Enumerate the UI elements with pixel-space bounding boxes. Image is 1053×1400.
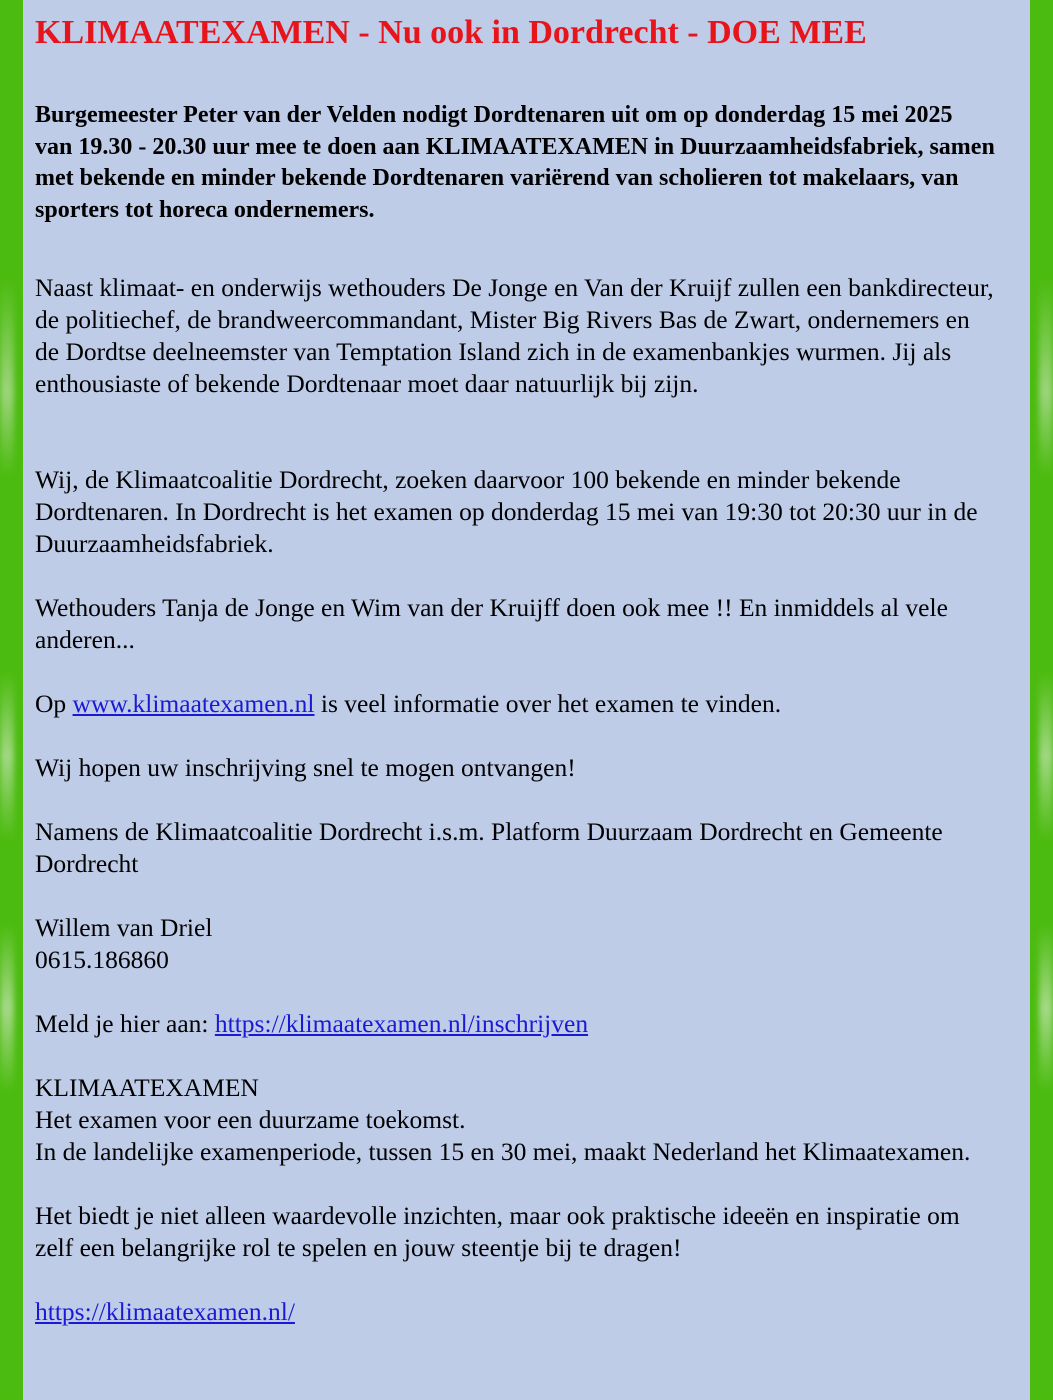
info-suffix: is veel informatie over het examen te vinden. [314,689,782,718]
klimaatexamen-website-link[interactable]: www.klimaatexamen.nl [72,689,315,718]
register-prefix: Meld je hier aan: [35,1009,215,1038]
page-title: KLIMAATEXAMEN - Nu ook in Dordrecht - DOE MEE [35,14,867,51]
info-prefix: Op [35,689,73,718]
hope-paragraph: Wij hopen uw inschrijving snel te mogen ontvangen! [35,753,576,782]
intro-paragraph: Burgemeester Peter van der Velden nodigt Dordtenaren uit om op donderdag 15 mei 2025 van 19.30 - 20.30 uur mee te doen aan KLIMAATEXAMEN in Duurzaamheidsfabriek, samen met bekende en minder bekende Dordtenaren variërend van scholieren tot makelaars, van sporters tot horeca ondernemers. [35,102,995,223]
aldermen-paragraph: Wethouders Tanja de Jonge en Wim van der Kruijff doen ook mee !! En inmiddels al vele anderen... [35,593,948,654]
participants-paragraph: Naast klimaat- en onderwijs wethouders De Jonge en Van der Kruijf zullen een bankdirecteur, de politiechef, de brandweercommandant, Mister Big Rivers Bas de Zwart, ondernemers en de Dordtse deelneemster van Temptation Island zich in de examenbankjes wurmen. Jij als enthousiaste of bekende Dordtenaar moet daar natuurlijk bij zijn. [35,273,994,398]
benefits-paragraph: Het biedt je niet alleen waardevolle inzichten, maar ook praktische ideeën en inspiratie om zelf een belangrijke rol te spelen en jouw steentje bij te dragen! [35,1201,960,1262]
footer-link-paragraph [35,1296,995,1328]
coalition-paragraph: Wij, de Klimaatcoalitie Dordrecht, zoeken daarvoor 100 bekende en minder bekende Dordtenaren. In Dordrecht is het examen op donderdag 15 mei van 19:30 tot 20:30 uur in de Duurzaamheidsfabriek. [35,465,978,558]
newsletter-content [35,12,995,1328]
exam-heading: KLIMAATEXAMEN [35,1073,259,1102]
contact-name: Willem van Driel [35,913,213,942]
contact-block [35,912,995,976]
exam-period: In de landelijke examenperiode, tussen 15 en 30 mei, maakt Nederland het Klimaatexamen. [35,1137,971,1166]
newsletter-page [23,0,1030,1400]
contact-phone: 0615.186860 [35,945,169,974]
footer-link[interactable]: https://klimaatexamen.nl/ [35,1297,295,1326]
register-link[interactable]: https://klimaatexamen.nl/inschrijven [214,1009,589,1038]
left-edge-glow [0,0,14,1400]
exam-tagline: Het examen voor een duurzame toekomst. [35,1105,466,1134]
exam-block [35,1072,995,1168]
register-paragraph [35,1008,995,1040]
info-paragraph [35,688,995,720]
on-behalf-paragraph: Namens de Klimaatcoalitie Dordrecht i.s.m. Platform Duurzaam Dordrecht en Gemeente Dordrecht [35,817,943,878]
right-edge-glow [1039,0,1053,1400]
